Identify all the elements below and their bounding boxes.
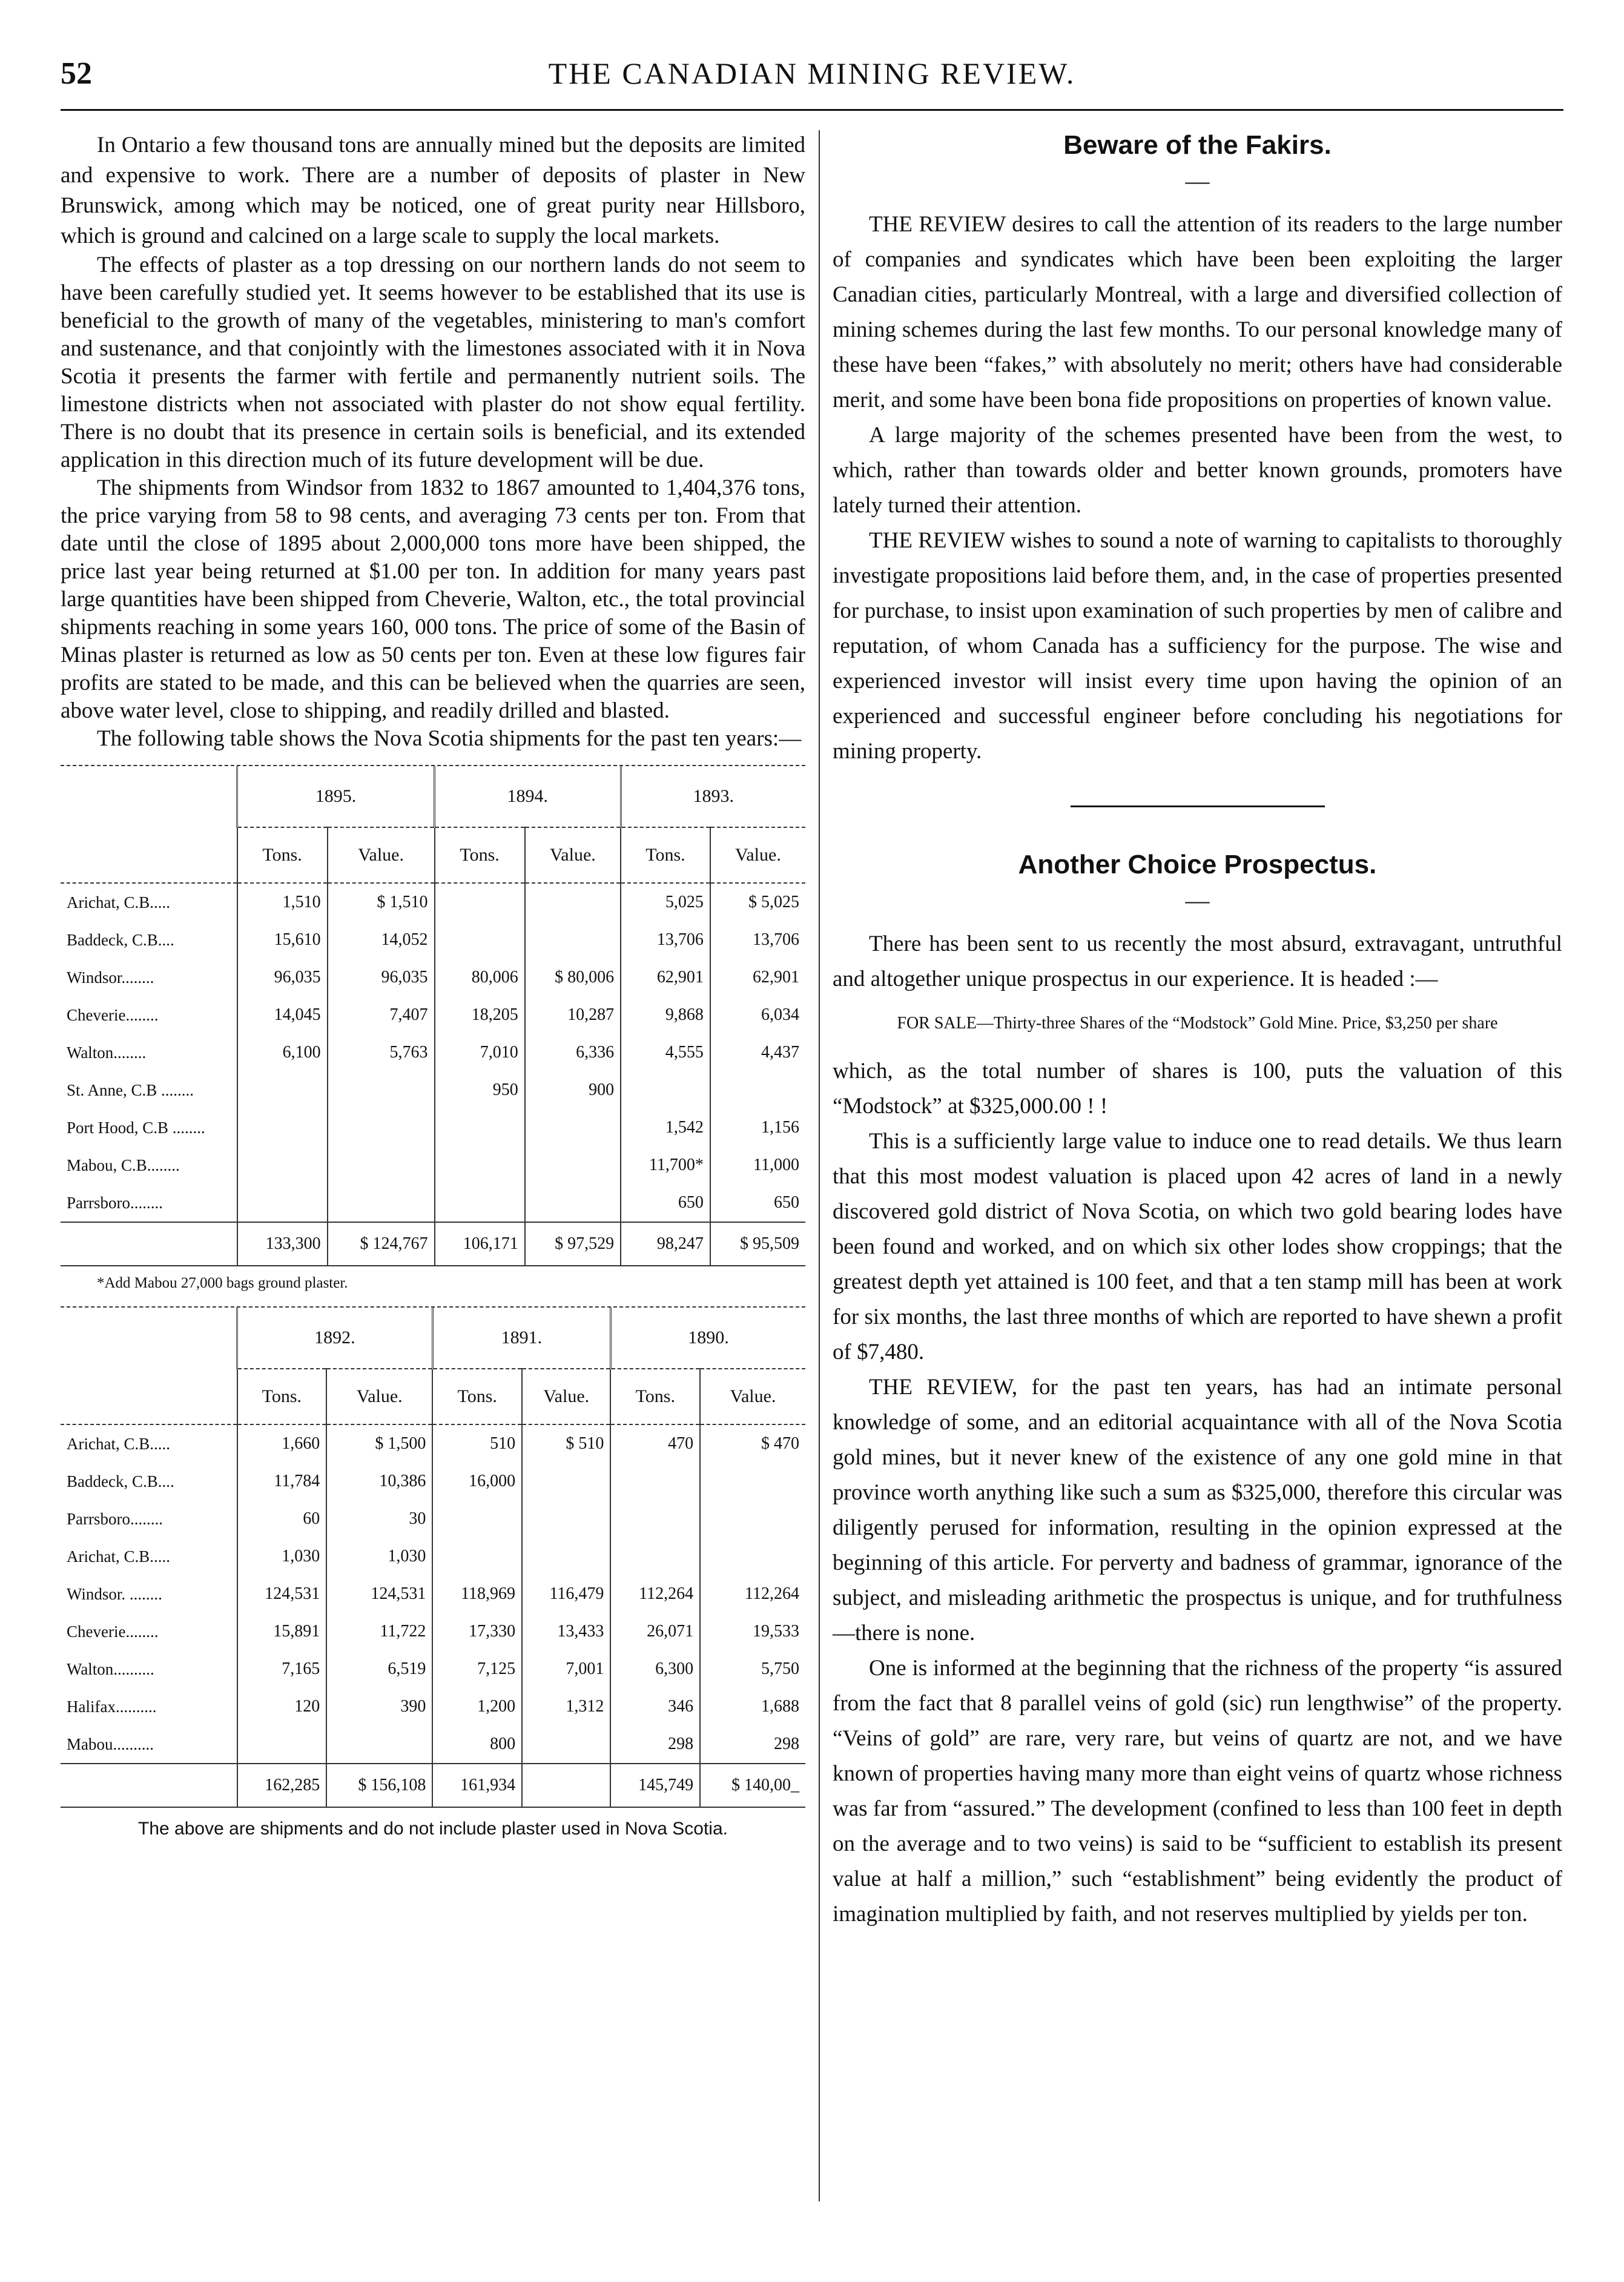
table-row [61,1424,805,1463]
table-cell: 14,052 [328,921,435,959]
table-cell: $ 470 [700,1424,805,1463]
table-cell: 11,000 [710,1146,805,1184]
row-label: Windsor. ........ [67,1584,162,1603]
page-header [61,56,1563,104]
year-header: 1891. [432,1308,610,1369]
title-dash: — [1185,887,1210,914]
table-cell: 800 [432,1725,522,1764]
table-cell: 133,300 [237,1222,328,1265]
column-header: Value. [326,1369,432,1424]
table-cell: 80,006 [435,959,525,996]
table-cell: 10,386 [326,1463,432,1500]
table-cell: 6,519 [326,1650,432,1688]
table-cell: 96,035 [237,959,328,996]
table-cell [435,1184,525,1222]
table-cell: 6,100 [237,1034,328,1071]
table-cell: 11,722 [326,1613,432,1650]
table-cell: 15,610 [237,921,328,959]
table-cell [610,1500,700,1538]
row-label: Mabou.......... [67,1735,154,1753]
table-cell: 1,688 [700,1688,805,1725]
row-label: Windsor........ [67,968,154,987]
table-row [61,883,805,921]
table-cell: 1,660 [237,1424,327,1463]
table-cell [432,1538,522,1575]
paragraph: In Ontario a few thousand tons are annually mined but the deposits are limited and expensive to work. There are a number of deposits of plaster in New Brunswick, among which may be noticed, one of great purity near Hillsboro, which is ground and calcined on a large scale to supply the local markets. [61,133,805,248]
column-header: Value. [700,1369,805,1424]
table-cell: 7,001 [522,1650,610,1688]
column-header: Tons. [237,1369,327,1424]
table-cell: $ 124,767 [328,1222,435,1265]
table-cell: 112,264 [610,1575,700,1613]
table-cell: 1,156 [710,1109,805,1146]
table-row [61,1500,805,1538]
paragraph: This is a sufficiently large value to induce one to read details. We thus learn that this most modest valuation is placed upon 42 acres of land in a newly discovered gold district of Nova Scotia, on which two gold bearing lodes have been found and worked, and on which six other lodes show croppings; that the greatest depth yet attained is 100 feet, and that a ten stamp mill has been at work for six months, the last three months of which are reported to have shewn a profit of $7,480. [833,1129,1562,1364]
column-header: Tons. [621,827,710,883]
column-header: Tons. [435,827,525,883]
table-cell: 900 [525,1071,621,1109]
table-cell: 62,901 [621,959,710,996]
paragraph: The effects of plaster as a top dressing on our northern lands do not seem to have been carefully studied yet. It seems however to be established that its use is beneficial to the growth of many of the vegetables, ministering to man's comfort and sustenance, and that conjointly with the limestones associated with it in Nova Scotia it presents the farmer with fertile and permanently nutrient soils. The limestone districts when not associated with plaster do not show equal fertility. There is no doubt that its presence in certain soils is beneficial, and its extended application in this direction much of its future development will be due. [61,253,805,472]
table-cell: 1,510 [237,883,328,921]
table-cell: 1,030 [326,1538,432,1575]
table-cell: 6,034 [710,996,805,1034]
table [61,1308,805,1807]
table-cell: 1,542 [621,1109,710,1146]
table-cell [710,1071,805,1109]
table-cell: 10,287 [525,996,621,1034]
table-cell: 161,934 [432,1764,522,1807]
table-row [61,1109,805,1146]
table-row [61,1463,805,1500]
table-cell: 14,045 [237,996,328,1034]
table-row [61,959,805,996]
table-cell: 4,555 [621,1034,710,1071]
table-cell: 390 [326,1688,432,1725]
table-cell: 1,312 [522,1688,610,1725]
table-cell [700,1500,805,1538]
article-title: Another Choice Prospectus. [1018,850,1377,879]
row-label: St. Anne, C.B ........ [67,1080,194,1099]
table-cell [328,1184,435,1222]
table-cell [237,1184,328,1222]
table-cell: $ 156,108 [326,1764,432,1807]
table-caption: The above are shipments and do not include plaster used in Nova Scotia. [138,1819,728,1839]
table-cell: 1,030 [237,1538,327,1575]
page-number: 52 [61,56,92,91]
table-cell: $ 1,510 [328,883,435,921]
table-cell: 470 [610,1424,700,1463]
table-cell: 7,165 [237,1650,327,1688]
table-cell: 62,901 [710,959,805,996]
table-cell [435,1146,525,1184]
row-label: Baddeck, C.B.... [67,1472,174,1490]
column-header: Value. [525,827,621,883]
table-row [61,1613,805,1650]
table-row [61,1575,805,1613]
table-cell [621,1071,710,1109]
table-cell: 6,300 [610,1650,700,1688]
table-row [61,1184,805,1222]
table-cell: 9,868 [621,996,710,1034]
prospectus-quote: FOR SALE—Thirty-three Shares of the “Modstock” Gold Mine. Price, $3,250 per share [897,1014,1498,1033]
table-cell: 106,171 [435,1222,525,1265]
table-cell: 112,264 [700,1575,805,1613]
table-cell [237,1725,327,1764]
table-cell: 96,035 [328,959,435,996]
paragraph: One is informed at the beginning that the richness of the property “is assured from the fact that 8 parallel veins of gold (sic) run lengthwise” of the property. “Veins of gold” are rare, very rare, but veins of quartz are not, and we have known of properties having many more than eight veins of quartz whose richness was far from “assured.” The development (confined to less than 100 feet in depth on the average and to two veins) is said to be “sufficient to establish its present value at half a million,” such “establishment” being evidently the product of imagination multiplied by faith, and not reserves multiplied by yields per ton. [833,1656,1562,1926]
row-label: Halifax.......... [67,1697,157,1716]
table-cell: 346 [610,1688,700,1725]
column-header: Value. [522,1369,610,1424]
table-cell: 298 [610,1725,700,1764]
table-cell: 124,531 [237,1575,327,1613]
table-cell [700,1463,805,1500]
table-cell: 15,891 [237,1613,327,1650]
row-label: Cheverie........ [67,1005,159,1024]
paragraph: The following table shows the Nova Scotia shipments for the past ten years:— [97,726,802,751]
table-row [61,1650,805,1688]
column-header: Tons. [237,827,328,883]
row-label: Mabou, C.B........ [67,1156,180,1174]
table-cell: 7,407 [328,996,435,1034]
table-cell: 5,750 [700,1650,805,1688]
plaster-text [61,130,805,753]
table-cell [328,1071,435,1109]
shipments-table-1895-1893 [61,765,805,1266]
row-label: Arichat, C.B..... [67,1547,170,1566]
table-cell: $ 95,509 [710,1222,805,1265]
table-cell: 1,200 [432,1688,522,1725]
table-cell: $ 97,529 [525,1222,621,1265]
table-cell: 118,969 [432,1575,522,1613]
table-cell: 650 [710,1184,805,1222]
table-cell: 120 [237,1688,327,1725]
title-dash: — [1185,167,1210,194]
column-header: Tons. [432,1369,522,1424]
table-cell: 11,700* [621,1146,710,1184]
table-cell: 13,433 [522,1613,610,1650]
table-cell [326,1725,432,1764]
table-cell: 7,125 [432,1650,522,1688]
table-cell: 11,784 [237,1463,327,1500]
table-cell [522,1725,610,1764]
table-cell [525,1146,621,1184]
table-cell [522,1463,610,1500]
table-cell: 116,479 [522,1575,610,1613]
right-column [833,130,1562,1932]
column-divider [819,130,820,2201]
table-cell [328,1109,435,1146]
table-cell [522,1500,610,1538]
table-cell: 60 [237,1500,327,1538]
year-header: 1893. [621,766,805,827]
article-title: Beware of the Fakirs. [1063,130,1332,160]
table-cell: 162,285 [237,1764,327,1807]
table-cell: 13,706 [710,921,805,959]
table-cell: 98,247 [621,1222,710,1265]
table-cell: 18,205 [435,996,525,1034]
table-cell: $ 1,500 [326,1424,432,1463]
table-cell [525,1184,621,1222]
section-rule [1071,805,1325,807]
row-label: Parrsboro........ [67,1509,163,1528]
table-cell: 17,330 [432,1613,522,1650]
table-cell [525,883,621,921]
table-cell: 145,749 [610,1764,700,1807]
table-cell: 510 [432,1424,522,1463]
table-cell [237,1109,328,1146]
table-row [61,1034,805,1071]
table-cell [610,1538,700,1575]
table-row [61,921,805,959]
year-header: 1890. [610,1308,805,1369]
table-cell: 950 [435,1071,525,1109]
table-cell [522,1764,610,1807]
paragraph: There has been sent to us recently the most absurd, extravagant, untruthful and altogether unique prospectus in our experience. It is headed :— [833,931,1562,991]
paragraph: THE REVIEW wishes to sound a note of warning to capitalists to thoroughly investigate propositions laid before them, and, in the case of properties presented for purchase, to insist upon examination of such properties by men of calibre and reputation, of whom Canada has a sufficiency for the purpose. The wise and experienced investor will insist every time upon having the opinion of an experienced and successful engineer before concluding his negotiations for mining property. [833,528,1562,764]
year-header: 1892. [237,1308,433,1369]
table-cell: $ 510 [522,1424,610,1463]
table-cell [610,1463,700,1500]
table-cell [435,1109,525,1146]
totals-row [61,1222,805,1265]
row-label: Parrsboro........ [67,1193,163,1212]
table-row [61,1725,805,1764]
table-cell: 26,071 [610,1613,700,1650]
column-header: Value. [328,827,435,883]
table-cell: 4,437 [710,1034,805,1071]
table-cell: 16,000 [432,1463,522,1500]
table-cell [432,1500,522,1538]
running-title: THE CANADIAN MINING REVIEW. [548,56,1076,90]
table-cell: 298 [700,1725,805,1764]
table-cell: 6,336 [525,1034,621,1071]
table-cell [700,1538,805,1575]
row-label: Baddeck, C.B.... [67,930,174,949]
table-footnote: *Add Mabou 27,000 bags ground plaster. [97,1275,348,1291]
paragraph: which, as the total number of shares is 100, puts the valuation of this “Modstock” at $325,000.00 ! ! [833,1059,1562,1119]
table-cell [237,1146,328,1184]
table-cell: 7,010 [435,1034,525,1071]
table-row [61,1538,805,1575]
table-cell [237,1071,328,1109]
table-cell: $ 80,006 [525,959,621,996]
table-cell [435,883,525,921]
year-header: 1895. [237,766,435,827]
row-label: Cheverie........ [67,1622,159,1641]
table-cell [522,1538,610,1575]
table [61,766,805,1265]
totals-row [61,1764,805,1807]
table-cell [435,921,525,959]
left-column [61,130,805,1839]
table-cell: 5,025 [621,883,710,921]
year-header: 1894. [435,766,621,827]
table-row [61,1146,805,1184]
table-cell: 124,531 [326,1575,432,1613]
column-header: Tons. [610,1369,700,1424]
row-label: Walton.......... [67,1659,154,1678]
column-header: Value. [710,827,805,883]
table-row [61,1071,805,1109]
paragraph: THE REVIEW desires to call the attention of its readers to the large number of companies and syndicates which have been been exploiting the larger Canadian cities, particularly Montreal, with a large and diversified collection of mining schemes during the last few months. To our personal knowledge many of these have been “fakes,” with absolutely no merit; others have had considerable merit, and some have been bona fide propositions on properties of known value. [833,212,1562,412]
table-cell [328,1146,435,1184]
table-cell: 650 [621,1184,710,1222]
table-cell: 5,763 [328,1034,435,1071]
table-row [61,996,805,1034]
table-cell [525,1109,621,1146]
paragraph: THE REVIEW, for the past ten years, has had an intimate personal knowledge of some, and an editorial acquaintance with all of the Nova Scotia gold mines, but it never knew of the existence of any one gold mine in that province worth anything like such a sum as $325,000, therefore this circular was diligently perused for information, resulting in the opinion expressed at the beginning of this article. For perverty and badness of grammar, ignorance of the subject, and misleading arithmetic the prospectus is unique, and for truthfulness—there is none. [833,1375,1562,1645]
table-cell: $ 140,00_ [700,1764,805,1807]
table-cell: 13,706 [621,921,710,959]
row-label: Port Hood, C.B ........ [67,1118,205,1137]
table-cell: 19,533 [700,1613,805,1650]
table-cell: $ 5,025 [710,883,805,921]
table-cell [525,921,621,959]
paragraph: The shipments from Windsor from 1832 to 1867 amounted to 1,404,376 tons, the price varying from 58 to 98 cents, and averaging 73 cents per ton. From that date until the close of 1895 about 2,000,000 tons more have been shipped, the price last year being returned at $1.00 per ton. In addition for many years past large quantities have been shipped from Cheverie, Walton, etc., the total provincial shipments reaching in some years 160, 000 tons. The price of some of the Basin of Minas plaster is returned as low as 50 cents per ton. Even at these low figures fair profits are stated to be made, and this can be believed when the quarries are seen, above water level, close to shipping, and readily drilled and blasted. [61,475,805,723]
header-rule [61,109,1563,111]
row-label: Walton........ [67,1043,147,1062]
row-label: Arichat, C.B..... [67,893,170,911]
row-label: Arichat, C.B..... [67,1434,170,1453]
shipments-table-1892-1890 [61,1306,805,1808]
table-cell: 30 [326,1500,432,1538]
paragraph: A large majority of the schemes presented have been from the west, to which, rather than towards older and better known grounds, promoters have lately turned their attention. [833,423,1562,518]
table-row [61,1688,805,1725]
